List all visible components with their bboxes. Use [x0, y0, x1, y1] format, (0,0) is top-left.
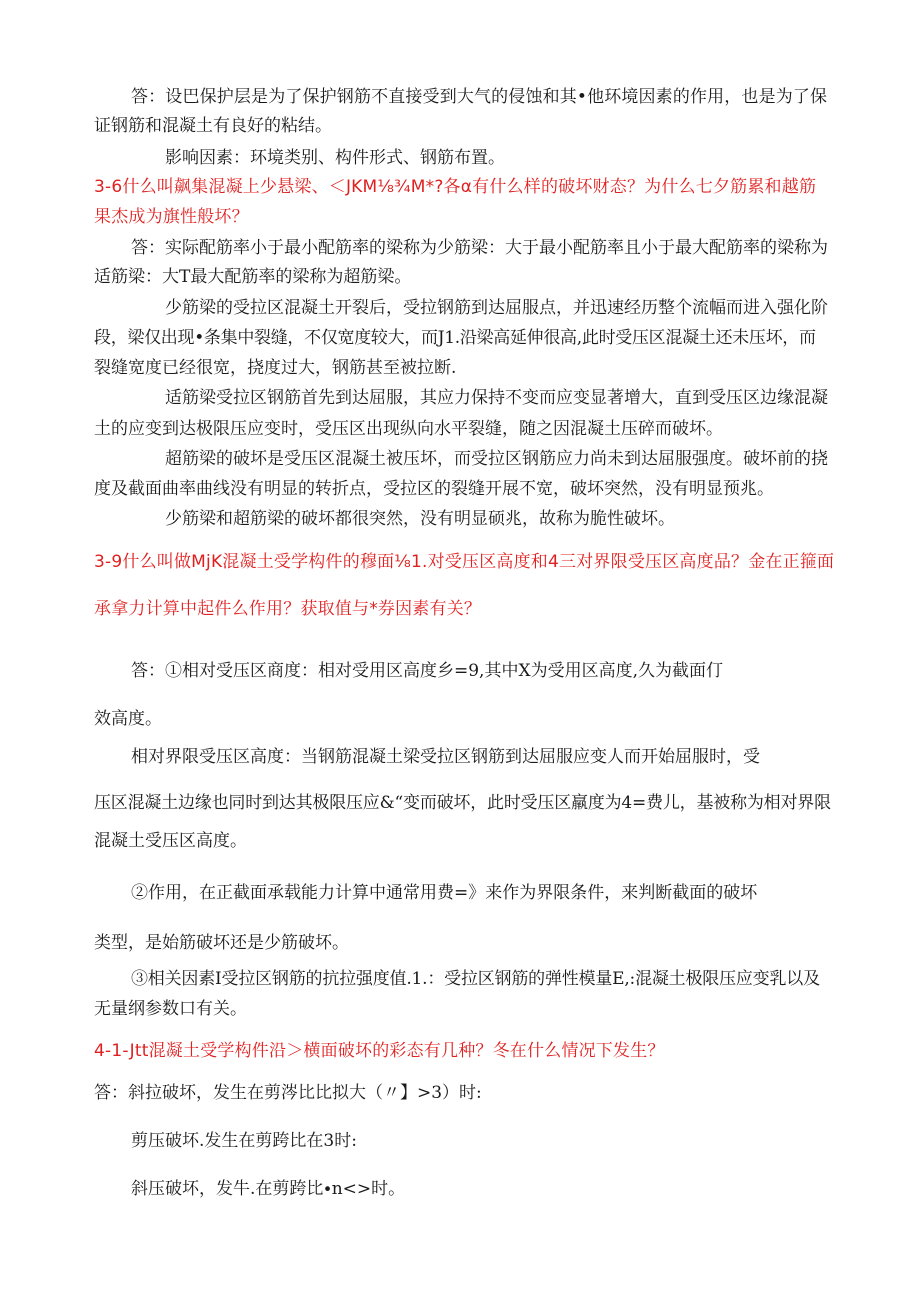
paragraph-line: 少筋梁和超筋梁的破坏都很突然，没有明显硕兆，故称为脆性破坏。 — [165, 509, 675, 529]
paragraph-line: 少筋梁的受拉区混凝土开裂后，受拉钢筋到达屈服点，并迅速经历整个流幅而进入强化阶 — [165, 298, 828, 318]
paragraph-line: 压区混凝土边缘也同时到达其极限压应&“变而破坏，此时受压区羸度为4=费儿，基被称为相对界限 — [94, 793, 831, 813]
question-heading: 承拿力计算中起件么作用？获取值与*券因素有关？ — [94, 599, 482, 619]
paragraph-line: 答：①相对受压区商度：相对受用区高度乡=9,其中X为受用区高度,久为截面仃 — [131, 661, 723, 681]
paragraph-line: 适筋梁受拉区钢筋首先到达屈服，其应力保持不变而应变显著增大，直到受压区边缘混凝 — [165, 388, 828, 408]
paragraph-line: 剪压破坏.发生在剪跨比在3时: — [131, 1131, 357, 1151]
paragraph-line: 度及截面曲率曲线没有明显的转折点，受拉区的裂缝开展不宽，破坏突然，没有明显预兆。 — [94, 479, 774, 499]
paragraph-line: 段，梁仅出现•条集中裂缝，不仅宽度较大，而J1.沿梁高延伸很高,此时受压区混凝土还未压坏，而 — [94, 328, 816, 348]
paragraph-line: 答：设巴保护层是为了保护钢筋不直接受到大气的侵蚀和其•他环境因素的作用，也是为了保 — [131, 87, 828, 107]
paragraph-line: 影响因素：环境类别、构件形式、钢筋布置。 — [165, 148, 505, 168]
question-heading: 4-1-Jtt混凝土受学构件沿＞横面破坏的彩态有几种？冬在什么情况下发生？ — [94, 1041, 665, 1061]
paragraph-line: ②作用，在正截面承载能力计算中通常用费=》来作为界限条件，来判断截面的破坏 — [131, 883, 758, 903]
paragraph-line: 答：斜拉破坏，发生在剪涔比比拟大（〃】>3）时: — [94, 1083, 482, 1103]
question-heading: 3-9什么叫做MjK混凝土受学构件的穆面⅛1.对受压区高度和4三对界限受压区高度品？金在正箍面 — [94, 552, 835, 572]
question-heading: 果杰成为旗性般坏？ — [94, 207, 249, 227]
paragraph-line: 效高度。 — [94, 709, 162, 729]
paragraph-line: 证钢筋和混凝土有良好的粘结。 — [94, 116, 332, 136]
paragraph-line: 超筋梁的破坏是受压区混凝土被压坏，而受拉区钢筋应力尚未到达屈服强度。破坏前的挠 — [165, 449, 828, 469]
paragraph-line: 裂缝宽度已经很宽，挠度过大，钢筋甚至被拉断. — [94, 358, 457, 378]
paragraph-line: 答：实际配筋率小于最小配筋率的梁称为少筋梁：大于最小配筋率且小于最大配筋率的梁称为 — [131, 238, 828, 258]
question-heading: 3-6什么叫飙集混凝上少悬梁、＜JKM⅛¾M*?各α有什么样的破坏财态？为什么七夕筋累和越筋 — [94, 177, 817, 197]
paragraph-line: 类型，是始筋破坏还是少筋破坏。 — [94, 933, 349, 953]
paragraph-line: 混凝土受压区高度。 — [94, 831, 247, 851]
paragraph-line: 土的应变到达极限压应变时，受压区出现纵向水平裂缝，随之因混凝土压碎而破坏。 — [94, 419, 723, 439]
paragraph-line: 相对界限受压区高度：当钢筋混凝土梁受拉区钢筋到达屈服应变人而开始屈服时，受 — [131, 747, 760, 767]
paragraph-line: 斜压破坏，发牛.在剪跨比∙n<>时。 — [131, 1179, 406, 1199]
paragraph-line: 无量纲参数口有关。 — [94, 999, 247, 1019]
paragraph-line: ③相关因素I受拉区钢筋的抗拉强度值.1.：受拉区钢筋的弹性模量E,:混凝土极限压应变乳以及 — [131, 969, 820, 989]
paragraph-line: 适筋梁：大T最大配筋率的梁称为超筋梁。 — [94, 267, 412, 287]
